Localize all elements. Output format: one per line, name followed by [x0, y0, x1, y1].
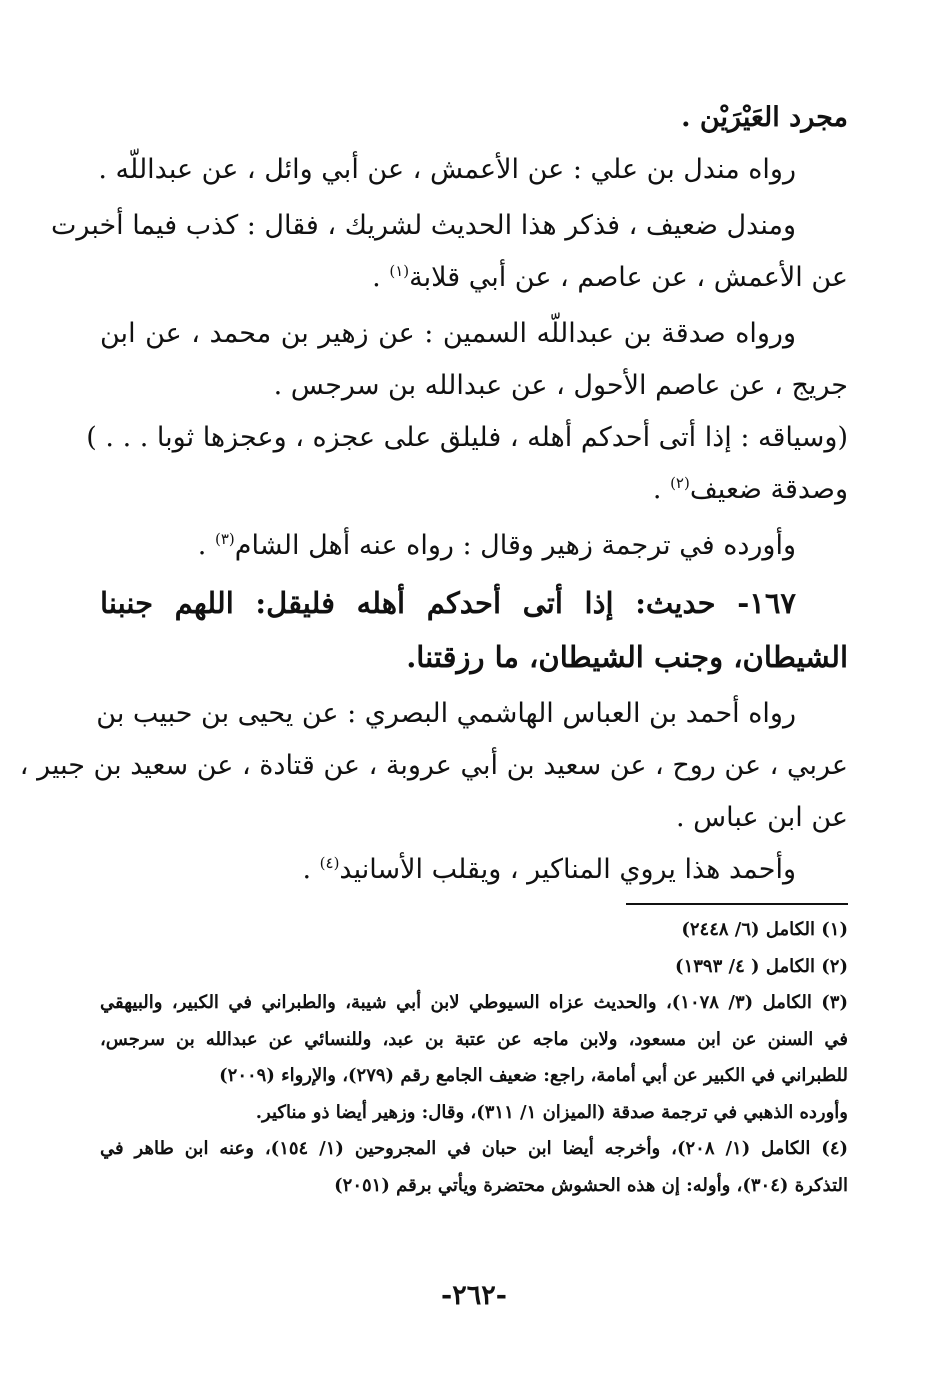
text-l7: (وسياقه : إذا أتى أحدكم أهله ، فليلق على عجزه ، وعجزها ثوبا . . . ) [86, 422, 848, 453]
line-9 [100, 520, 848, 572]
text-l13: عربي ، عن روح ، عن سعيد بن أبي عروبة ، عن قتادة ، عن سعيد بن جبير ، [19, 750, 848, 781]
footnote-ref-3: (٣) [214, 530, 235, 548]
page-number: -٢٦٢- [441, 1280, 507, 1311]
line-13 [19, 740, 848, 792]
footnote-4-line-2: التذكرة (٣٠٤)، وأوله: إن هذه الحشوش محتضرة ويأتي برقم (٢٠٥١) [334, 1174, 848, 1196]
footnote-ref-1: (١) [389, 262, 410, 280]
line-3 [51, 200, 848, 252]
line-8 [100, 464, 848, 516]
text-l4-end: . [372, 262, 390, 293]
footnote-2: (٢) الكامل ( ٤/ ١٣٩٣) [675, 955, 848, 977]
text-l9-end: . [197, 530, 215, 561]
footnote-3-line-4: وأورده الذهبي في ترجمة صدقة (الميزان ١/ ٣١١)، وقال: وزهير أيضا ذو مناكير. [255, 1101, 848, 1123]
text-l4: عن الأعمش ، عن عاصم ، عن أبي قلابة [409, 262, 848, 293]
footnote-ref-4: (٤) [319, 854, 340, 872]
text-l15: وأحمد هذا يروي المناكير ، ويقلب الأسانيد [339, 854, 796, 885]
line-1 [100, 92, 848, 144]
text-l15-end: . [302, 854, 320, 885]
line-7 [86, 412, 848, 464]
footnote-3-line-3: للطبراني في الكبير عن أبي أمامة، راجع: ضعيف الجامع رقم (٢٧٩)، والإرواء (٢٠٠٩) [219, 1065, 848, 1086]
footnote-3-line-2: في السنن عن ابن مسعود، ولابن ماجه عن عتبة بن عبد، وللنسائي عن عبدالله بن سرجس، [100, 1028, 848, 1050]
text-l9: وأورده في ترجمة زهير وقال : رواه عنه أهل الشام [234, 530, 796, 561]
footnote-3-line-1: (٣) الكامل (٣/ ١٠٧٨)، والحديث عزاه السيوطي لابن أبي شيبة، والطبراني في الكبير، والبيهقي [100, 992, 848, 1013]
text-l3: ومندل ضعيف ، فذكر هذا الحديث لشريك ، فقال : كذب فيما أخبرت [51, 210, 796, 241]
footnotes [100, 912, 848, 1204]
text-l12: رواه أحمد بن العباس الهاشمي البصري : عن يحيى بن حبيب بن [96, 698, 796, 729]
line-15 [100, 844, 848, 896]
footnote-1: (١) الكامل (٦/ ٢٤٤٨) [681, 919, 848, 940]
line-2 [100, 144, 848, 196]
text-l2: رواه مندل بن علي : عن الأعمش ، عن أبي وائل ، عن عبداللّه . [98, 154, 796, 185]
footnote-divider [626, 903, 848, 905]
footnote-ref-2: (٢) [670, 474, 690, 492]
line-14 [100, 792, 848, 844]
text-l5: ورواه صدقة بن عبداللّه السمين : عن زهير بن محمد ، عن ابن [100, 318, 796, 349]
text-l11: الشيطان، وجنب الشيطان، ما رزقتنا. [406, 640, 848, 674]
footnote-4-line-1: (٤) الكامل (١/ ٢٠٨)، وأخرجه أيضا ابن حبان في المجروحين (١/ ١٥٤)، وعنه ابن طاهر في [100, 1138, 849, 1159]
text-l14: عن ابن عباس . [675, 802, 848, 833]
text-l8-end: . [652, 474, 671, 505]
text-l6: جريج ، عن عاصم الأحول ، عن عبدالله بن سرجس . [273, 370, 848, 401]
text-l10: ١٦٧- حديث: إذا أتى أحدكم أهله فليقل: اللهم جنبنا [100, 586, 796, 620]
text-l8: وصدقة ضعيف [689, 474, 848, 505]
hadith-heading-line-2 [100, 630, 848, 684]
hadith-heading-line-1 [100, 576, 848, 630]
line-12 [96, 688, 848, 740]
line-4 [100, 252, 848, 304]
text-l1: مجرد العَيْرَيْن . [681, 102, 848, 133]
line-5 [100, 308, 848, 360]
line-6 [100, 360, 848, 412]
